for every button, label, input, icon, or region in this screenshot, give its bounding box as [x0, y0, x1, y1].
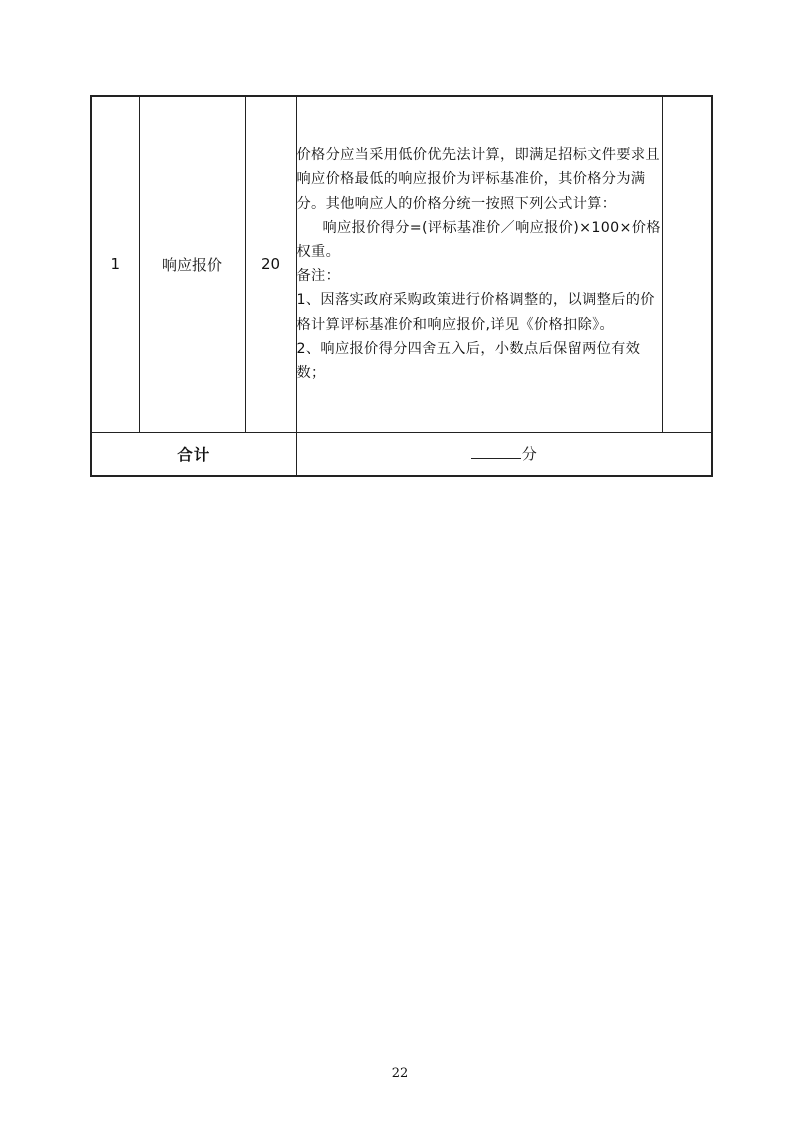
criteria-note-heading: 备注： [296, 268, 341, 285]
row-index-cell: 1 [91, 96, 139, 432]
total-row [91, 432, 712, 476]
criteria-note-item: 1、因落实政府采购政策进行价格调整的，以调整后的价格计算评标基准价和响应报价,详见《价格扣除》。 [296, 292, 655, 333]
criteria-cell [296, 96, 662, 432]
score-cell: 20 [245, 96, 296, 432]
table-row [91, 96, 712, 432]
remark-cell [662, 96, 712, 432]
scoring-table [90, 95, 713, 477]
criteria-formula: 响应报价得分=(评标基准价／响应报价)×100×价格权重。 [296, 219, 661, 261]
criteria-paragraph: 价格分应当采用低价优先法计算，即满足招标文件要求且响应价格最低的响应报价为评标基准价，其价格分为满分。其他响应人的价格分统一按照下列公式计算： [296, 147, 660, 212]
total-value-cell [296, 432, 712, 476]
criteria-note-item: 2、响应报价得分四舍五入后，小数点后保留两位有效数； [296, 340, 641, 382]
page-number: 22 [391, 1066, 409, 1081]
score-blank-line [471, 444, 521, 459]
total-label: 合计 [91, 432, 296, 476]
total-unit: 分 [521, 445, 537, 464]
item-name-cell: 响应报价 [139, 96, 245, 432]
